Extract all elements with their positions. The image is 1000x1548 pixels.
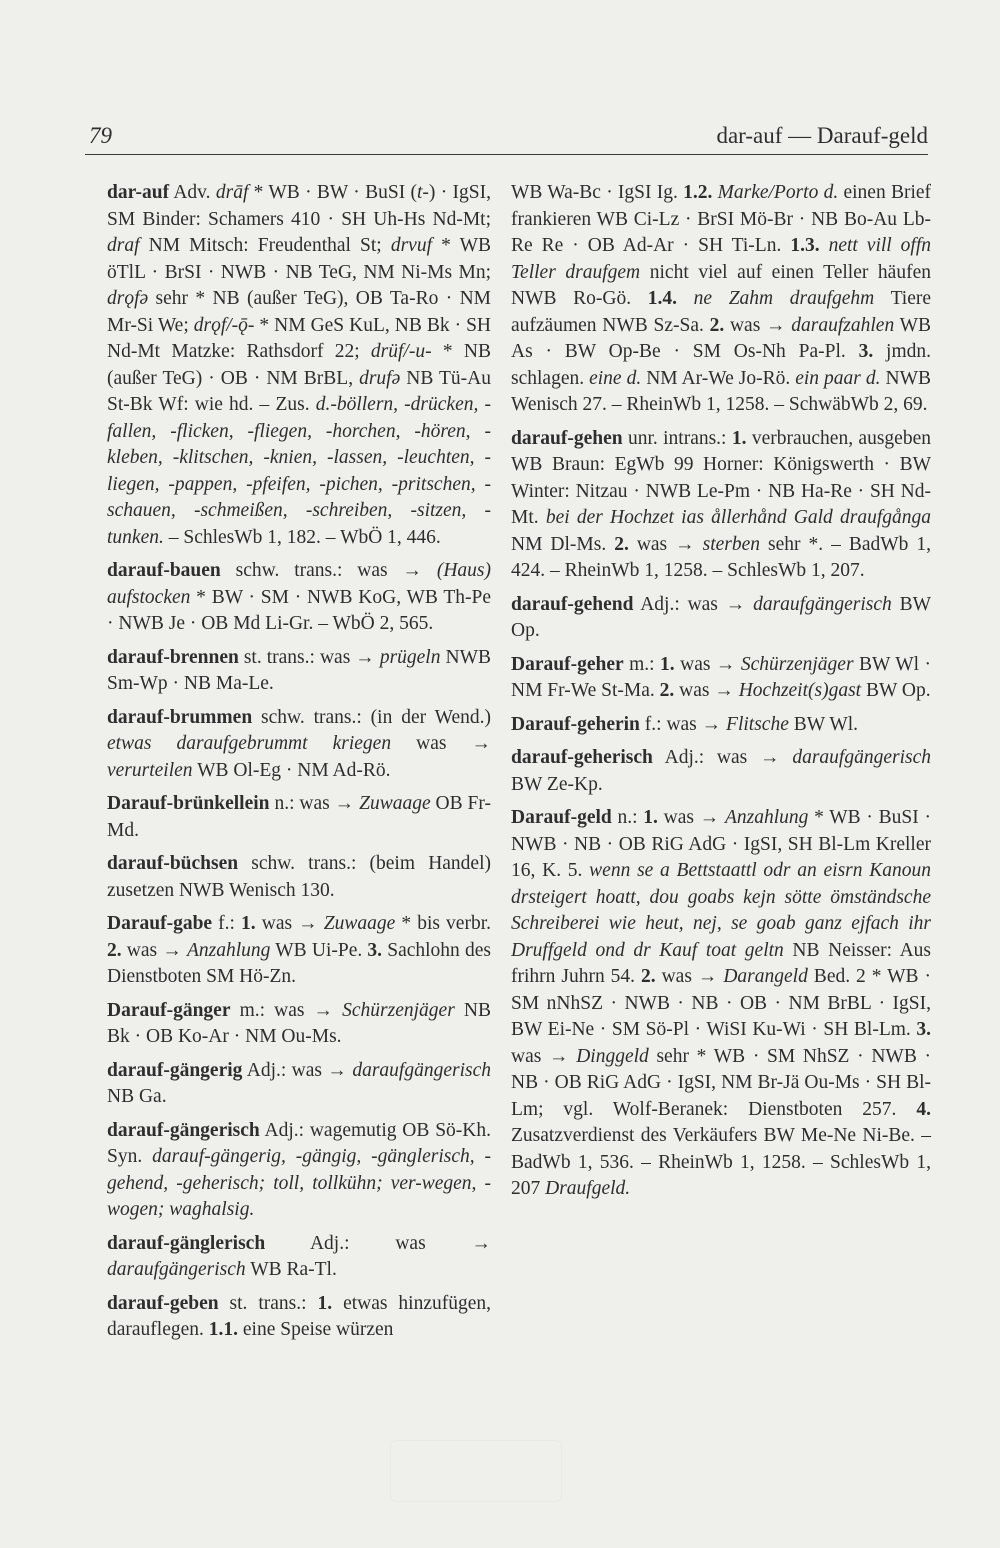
- entry-body: f.: was → Flitsche BW Wl.: [639, 713, 859, 735]
- dictionary-entry: [511, 592, 931, 645]
- entry-body: schw. trans.: was → (Haus) aufstocken * BW · SM · NWB KoG, WB Th-Pe · NWB Je · OB Md Li-Gr. – WbÖ 2, 565.: [107, 560, 491, 634]
- entry-lemma: Darauf-gänger: [107, 999, 231, 1021]
- entry-body: Adj.: was → daraufgängerisch BW Ze-Kp.: [511, 747, 931, 795]
- entry-lemma: darauf-gängerisch: [107, 1119, 260, 1141]
- entry-body: schw. trans.: (in der Wend.) etwas daraufgebrummt kriegen was → verurteilen WB Ol-Eg · NM Ad-Rö.: [107, 706, 491, 781]
- entry-lemma: Darauf-gabe: [107, 913, 213, 934]
- dictionary-entry: [107, 1291, 491, 1344]
- page-number: 79: [89, 123, 112, 148]
- dictionary-entry: [107, 180, 491, 551]
- right-column: [511, 180, 931, 1210]
- entry-lemma: darauf-brummen: [107, 706, 253, 728]
- dictionary-entry: [107, 911, 491, 991]
- entry-lemma: Darauf-geherin: [511, 713, 640, 735]
- entry-body: unr. intrans.: 1. verbrauchen, ausgeben WB Braun: EgWb 99 Horner: Königswerth · BW Winter: Nitzau · NWB Le-Pm · NB Ha-Re · SH Nd-Mt. bei der Hochzet ias ållerhånd Gald draufgånga NM Dl-Ms. 2. was → sterben sehr *. – BadWb 1, 424. – RheinWb 1, 1258. – SchlesWb 1, 207.: [511, 427, 932, 581]
- entry-body: f.: 1. was → Zuwaage * bis verbr. 2. was → Anzahlung WB Ui-Pe. 3. Sachlohn des Dienstboten SM Hö-Zn.: [107, 913, 491, 987]
- running-head: dar-auf — Darauf-geld: [716, 123, 928, 148]
- entry-body: schw. trans.: (beim Handel) zusetzen NWB Wenisch 130.: [107, 853, 491, 901]
- dictionary-entry: [107, 1118, 491, 1224]
- dictionary-entry: [107, 1231, 491, 1284]
- library-stamp: [390, 1440, 562, 1502]
- entry-lemma: darauf-gänglerisch: [107, 1232, 266, 1254]
- entry-body: m.: was → Schürzenjäger NB Bk · OB Ko-Ar · NM Ou-Ms.: [107, 999, 491, 1047]
- entry-lemma: darauf-bauen: [107, 560, 221, 581]
- entry-body: Adj.: was → daraufgängerisch BW Op.: [511, 593, 931, 641]
- dictionary-entry: [107, 705, 491, 785]
- entry-lemma: darauf-brennen: [107, 646, 239, 668]
- entry-lemma: dar-auf: [107, 182, 170, 203]
- entry-body: st. trans.: was → prügeln NWB Sm-Wp · NB Ma-Le.: [107, 646, 491, 694]
- entry-body: Adj.: was → daraufgängerisch WB Ra-Tl.: [107, 1232, 491, 1280]
- entry-lemma: darauf-gehend: [511, 593, 634, 615]
- dictionary-entry: [511, 712, 931, 739]
- dictionary-entry: [107, 851, 491, 904]
- entry-lemma: darauf-gehen: [511, 427, 623, 449]
- entry-body: Adv. drāf * WB · BW · BuSI (t-) · IgSI, SM Binder: Schamers 410 · SH Uh-Hs Nd-Mt; draf NM Mitsch: Freudenthal St; drvuf * WB öTlL · BrSI · NWB · NB TeG, NM Ni-Ms Mn; drǫfə sehr * NB (außer TeG), OB Ta-Ro · NM Mr-Si We; drǫf/-ǭ- * NM GeS KuL, NB Bk · SH Nd-Mt Matzke: Rathsdorf 22; drüf/-u- * NB (außer TeG) · OB · NM BrBL, drufə NB Tü-Au St-Bk Wf: wie hd. – Zus. d.-böllern, -drücken, -fallen, -flicken, -fliegen, -horchen, -hören, -kleben, -klitschen, -knien, -lassen, -leuchten, -liegen, -pappen, -pfeifen, -pichen, -pritschen, -schauen, -schmeißen, -schreiben, -sitzen, -tunken. – SchlesWb 1, 182. – WbÖ 1, 446.: [107, 182, 492, 548]
- dictionary-entry: [511, 180, 931, 419]
- dictionary-entry: [107, 645, 491, 698]
- entry-body: WB Wa-Bc · IgSI Ig. 1.2. Marke/Porto d. einen Brief frankieren WB Ci-Lz · BrSI Mö-Br · NB Bo-Au Lb-Re Re · OB Ad-Ar · SH Ti-Ln. 1.3. nett vill offn Teller draufgem nicht viel auf einen Teller häufen NWB Ro-Gö. 1.4. ne Zahm draufgehm Tiere aufzäumen NWB Sz-Sa. 2. was → daraufzahlen WB As · BW Op-Be · SM Os-Nh Pa-Pl. 3. jmdn. schlagen. eine d. NM Ar-We Jo-Rö. ein paar d. NWB Wenisch 27. – RheinWb 1, 1258. – SchwäbWb 2, 69.: [511, 182, 932, 415]
- entry-lemma: darauf-büchsen: [107, 853, 239, 874]
- entry-body: n.: was → Zuwaage OB Fr-Md.: [107, 793, 491, 841]
- dictionary-entry: [107, 998, 491, 1051]
- dictionary-entry: [511, 426, 931, 585]
- entry-lemma: Darauf-brünkellein: [107, 793, 270, 814]
- dictionary-entry: [107, 791, 491, 844]
- entry-body: n.: 1. was → Anzahlung * WB · BuSI · NWB · NB · OB RiG AdG · IgSI, SH Bl-Lm Kreller 16, K. 5. wenn se a Bettstaattl odr an eisrn Kanoun drsteigert hoatt, dou goabs kejn sötte ömständsche Schreiberei wie heut, nej, se goab ganz ejfach ihr Druffgeld ond dr Kauf toat geltn NB Neisser: Aus frihrn Juhrn 54. 2. was → Darangeld Bed. 2 * WB · SM nNhSZ · NWB · NB · OB · NM BrBL · IgSI, BW Ei-Ne · SM Sö-Pl · WiSI Ku-Wi · SH Bl-Lm. 3. was → Dinggeld sehr * WB · SM NhSZ · NWB · NB · OB RiG AdG · IgSI, NM Br-Jä Ou-Ms · SH Bl-Lm; vgl. Wolf-Beranek: Dienstboten 257. 4. Zusatzverdienst des Verkäufers BW Me-Ne Ni-Be. – BadWb 1, 536. – RheinWb 1, 1258. – SchlesWb 1, 207 Draufgeld.: [511, 807, 931, 1199]
- entry-lemma: Darauf-geher: [511, 653, 624, 675]
- entry-body: m.: 1. was → Schürzenjäger BW Wl · NM Fr-We St-Ma. 2. was → Hochzeit(s)gast BW Op.: [511, 653, 931, 701]
- left-column: [107, 180, 491, 1351]
- dictionary-entry: [511, 652, 931, 705]
- dictionary-entry: [511, 805, 931, 1203]
- dictionary-entry: [511, 745, 931, 798]
- entry-lemma: darauf-gängerig: [107, 1059, 243, 1081]
- entry-lemma: darauf-geherisch: [511, 747, 653, 768]
- entry-body: Adj.: was → daraufgängerisch NB Ga.: [107, 1059, 491, 1107]
- dictionary-entry: [107, 1058, 491, 1111]
- dictionary-entry: [107, 558, 491, 638]
- entry-lemma: Darauf-geld: [511, 807, 612, 828]
- entry-body: st. trans.: 1. etwas hinzufügen, darauflegen. 1.1. eine Speise würzen: [107, 1292, 491, 1340]
- entry-body: Adj.: wagemutig OB Sö-Kh. Syn. darauf-gängerig, -gängig, -gänglerisch, -gehend, -geherisch; toll, tollkühn; ver-wegen, -wogen; waghalsig.: [107, 1119, 491, 1220]
- page-header: [85, 118, 928, 155]
- entry-lemma: darauf-geben: [107, 1292, 219, 1314]
